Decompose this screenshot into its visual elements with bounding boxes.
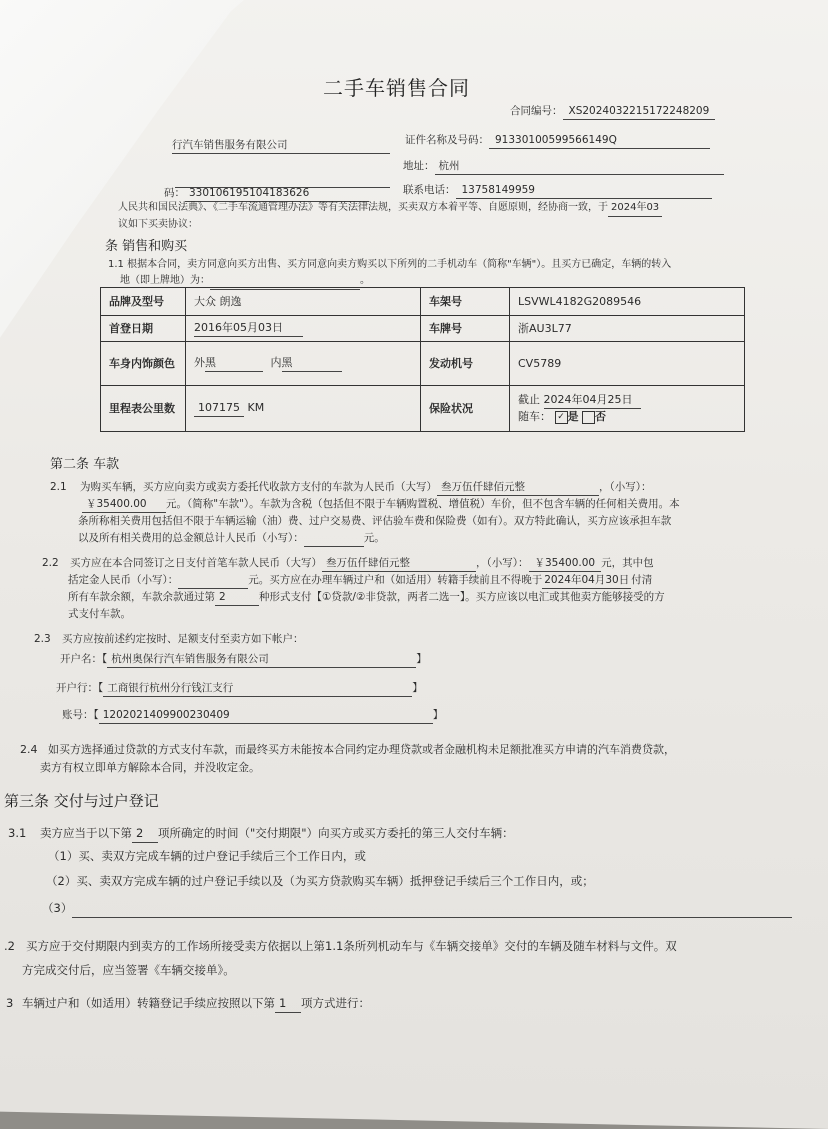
clause-3-1-text-b: 项所确定的时间（"交付期限"）向买方或买方委托的第三人交付车辆：: [158, 826, 514, 840]
account-name-label: 开户名：【: [60, 653, 108, 665]
article-1-heading: 条 销售和购买: [105, 239, 188, 254]
exterior-label: 外: [194, 356, 205, 370]
plate-label: 车牌号: [421, 316, 510, 342]
clause-2-1-amount: ￥35400.00: [82, 497, 166, 513]
page-title: 二手车销售合同: [323, 76, 470, 100]
engine-label: 发动机号: [421, 342, 510, 386]
address-row: [403, 159, 724, 175]
clause-3-1-option-1: （1）买、卖双方完成车辆的过户登记手续后三个工作日内，或: [48, 849, 366, 863]
clause-2-3-number: 2.3: [34, 633, 51, 645]
clause-2-1-text-c: 元。（简称"车款"）。车款为含税（包括但不限于车辆购置税、增值税）车价，但不包含车辆的任何相关费用。本: [166, 498, 680, 510]
clause-2-1-text-a: 为购买车辆，买方应向卖方或卖方委托代收款方支付的车款为人民币（大写）: [80, 481, 437, 493]
clause-2-4-line-1: 如买方选择通过贷款的方式支付车款，而最终买方未能按本合同约定办理贷款或者金融机构未足额批准买方申请的汽车消费贷款，: [48, 743, 675, 756]
clause-2-1-amount-cn: 叁万伍仟肆佰元整: [437, 480, 599, 496]
law-basis-line: [118, 201, 662, 217]
account-number-value: 1202021409900230409: [99, 708, 433, 724]
clause-3-1-option: 2: [132, 825, 158, 843]
clause-2-2-text-d: 括定金人民币（小写）：: [68, 574, 179, 586]
clause-3-1-text-a: 卖方应当于以下第: [40, 826, 132, 840]
account-name-close: 】: [416, 653, 427, 665]
address-label: 地址：: [403, 160, 435, 172]
seller-id-value: 330106195104183626: [185, 186, 369, 202]
clause-2-1-text-f: 元。: [363, 532, 385, 544]
yes-checkbox[interactable]: ✓: [555, 411, 568, 424]
no-checkbox[interactable]: [582, 411, 595, 424]
clause-2-2-text-g: 所有车款余额，车款余款通过第: [68, 591, 215, 603]
clause-3-3-text-b: 项方式进行：: [301, 996, 370, 1010]
insurance-cell: [510, 386, 745, 432]
insurance-label: 保险状况: [421, 386, 510, 432]
clause-2-2-text-h: 种形式支付【①贷款/②非贷款，两者二选一】。买方应该以电汇或其他卖方能够接受的方: [259, 591, 665, 603]
clause-3-1-option-2: （2）买、卖双方完成车辆的过户登记手续以及（为买方贷款购买车辆）抵押登记手续后三个工作日内，或；: [46, 874, 594, 888]
clause-3-3-line: [22, 995, 370, 1013]
bank-row: [56, 681, 423, 697]
account-name-row: [60, 652, 427, 668]
clause-3-1-number: 3.1: [8, 826, 27, 840]
table-row: [101, 342, 745, 386]
with-car-label: 随车：: [518, 410, 551, 423]
color-label: 车身内饰颜色: [101, 342, 186, 386]
clause-2-4-number: 2.4: [20, 743, 38, 756]
clause-2-1-number: 2.1: [50, 481, 67, 493]
clause-3-1-line: [40, 825, 514, 843]
account-name-value: 杭州奥保行汽车销售服务有限公司: [107, 652, 416, 668]
bank-label: 开户行：【: [56, 682, 104, 694]
odometer-value: 107175: [194, 400, 244, 417]
table-row: [101, 316, 745, 342]
clause-3-2-number: .2: [4, 939, 15, 953]
clause-2-2-amount-cn: 叁万伍仟肆佰元整: [322, 556, 476, 572]
clause-1-1-place-label: 地（即上牌地）为：: [120, 275, 210, 286]
clause-3-2-line-2: 方完成交付后，应当签署《车辆交接单》。: [22, 963, 235, 977]
reg-date-cell: [186, 316, 421, 342]
account-number-row: [62, 708, 443, 724]
clause-2-2-text-a: 买方应在本合同签订之日支付首笔车款人民币（大写）: [70, 557, 322, 569]
vin-label: 车架号: [421, 288, 510, 316]
yes-label: 是: [567, 410, 579, 423]
clause-2-2-line-2: [68, 573, 652, 589]
clause-2-2-line-4: 式支付车款。: [68, 608, 131, 620]
reg-date-label: 首登日期: [101, 316, 186, 342]
account-number-close: 】: [432, 709, 444, 721]
seller-id-row: [164, 186, 369, 202]
interior-label: 内: [270, 356, 282, 370]
reg-date-value: 2016年05月03日: [194, 320, 303, 337]
seller-company-name: 行汽车销售服务有限公司: [172, 138, 390, 154]
clause-2-2-amount: ￥35400.00: [529, 556, 602, 572]
law-basis-text: 人民共和国民法典》、《二手车流通管理办法》等有关法律法规，买卖双方本着平等、自愿原则，经协商一致，于: [118, 202, 608, 213]
clause-2-2-line-1: [70, 556, 654, 572]
plate-value: 浙AU3L77: [510, 316, 745, 342]
clause-2-2-text-c: 元，其中包: [601, 557, 654, 569]
clause-2-2-text-b: ，（小写）：: [476, 557, 529, 569]
exterior-value: 黑: [205, 355, 263, 372]
id-value: 91330100599566149Q: [489, 133, 710, 149]
clause-2-2-text-e: 元。买方应在办理车辆过户和（如适用）转籍手续前且不得晚于: [248, 574, 543, 586]
clause-2-2-text-f: 付清: [631, 574, 653, 586]
vin-value: LSVWL4182G2089546: [510, 288, 745, 316]
clause-2-1-line-2: [82, 497, 680, 513]
odometer-label: 里程表公里数: [101, 386, 186, 432]
interior-value: 黑: [282, 355, 342, 372]
clause-3-1-option-3-label: （3）: [42, 901, 73, 915]
clause-2-2-option: 2: [215, 590, 259, 606]
clause-2-1-line-3: 条所称相关费用包括但不限于车辆运输（油）费、过户交易费、评估验车费和保险费（如有）。双方特此确认，买方应该承担车款: [78, 515, 672, 527]
seller-company: [172, 138, 390, 154]
law-basis-date: 2024年03: [608, 201, 662, 217]
contract-number-label: 合同编号：: [510, 105, 563, 117]
bank-close: 】: [412, 682, 423, 694]
brand-label: 品牌及型号: [101, 288, 186, 316]
contract-number-value: XS2024032215172248209: [563, 104, 716, 120]
table-row: [101, 288, 745, 316]
address-value: 杭州: [435, 159, 724, 175]
clause-2-4-line-2: 卖方有权立即单方解除本合同，并没收定金。: [40, 761, 260, 774]
no-label: 否: [595, 410, 606, 423]
id-label: 证件名称及号码：: [405, 134, 489, 146]
clause-3-3-number: 3: [6, 996, 14, 1010]
vehicle-info-table: [100, 287, 745, 432]
bank-value: 工商银行杭州分行钱江支行: [103, 681, 412, 697]
engine-value: CV5789: [510, 342, 745, 386]
insurance-until-value: 2024年04月25日: [544, 392, 641, 409]
contact-value: 13758149959: [456, 183, 712, 199]
account-number-label: 账号：【: [62, 709, 99, 721]
clause-3-3-option: 1: [275, 995, 301, 1013]
odometer-unit: KM: [247, 401, 265, 415]
clause-2-3-text: 买方应按前述约定按时、足额支付至卖方如下帐户：: [62, 633, 304, 645]
contract-number-row: [510, 104, 715, 120]
clause-2-1-line-1: [80, 480, 652, 496]
color-cell: [186, 342, 421, 386]
insurance-until-label: 截止: [518, 393, 540, 407]
seller-id-label: 码：: [164, 187, 185, 199]
clause-2-1-text-b: ，（小写）：: [599, 481, 652, 493]
clause-2-2-number: 2.2: [42, 557, 59, 569]
clause-2-2-line-3: [68, 590, 665, 606]
law-basis-line-2: 议如下买卖协议：: [118, 219, 198, 230]
clause-2-2-date: 2024年04月30日: [542, 573, 631, 589]
id-row: [405, 133, 710, 149]
article-2-heading: 第二条 车款: [50, 457, 120, 472]
odometer-cell: [186, 386, 421, 432]
clause-3-3-text-a: 车辆过户和（如适用）转籍登记手续应按照以下第: [22, 996, 275, 1010]
clause-2-1-text-e: 以及所有相关费用的总金额总计人民币（小写）：: [78, 532, 304, 544]
article-3-heading: 第三条 交付与过户登记: [4, 792, 159, 810]
clause-3-2-line-1: 买方应于交付期限内到卖方的工作场所接受卖方依据以上第1.1条所列机动车与《车辆交接单》交付的车辆及随车材料与文件。双: [26, 939, 677, 953]
clause-2-1-line-4: [78, 531, 385, 547]
table-row: [101, 386, 745, 432]
brand-value: 大众 朗逸: [186, 288, 421, 316]
clause-1-1: 1.1 根据本合同，卖方同意向买方出售、买方同意向卖方购买以下所列的二手机动车（简称"车辆"）。且买方已确定，车辆的转入: [108, 259, 672, 270]
contact-label: 联系电话：: [403, 184, 456, 196]
contact-row: [403, 183, 712, 199]
clause-3-1-option-3: [42, 900, 792, 918]
clause-1-1-place-end: 。: [360, 275, 370, 286]
